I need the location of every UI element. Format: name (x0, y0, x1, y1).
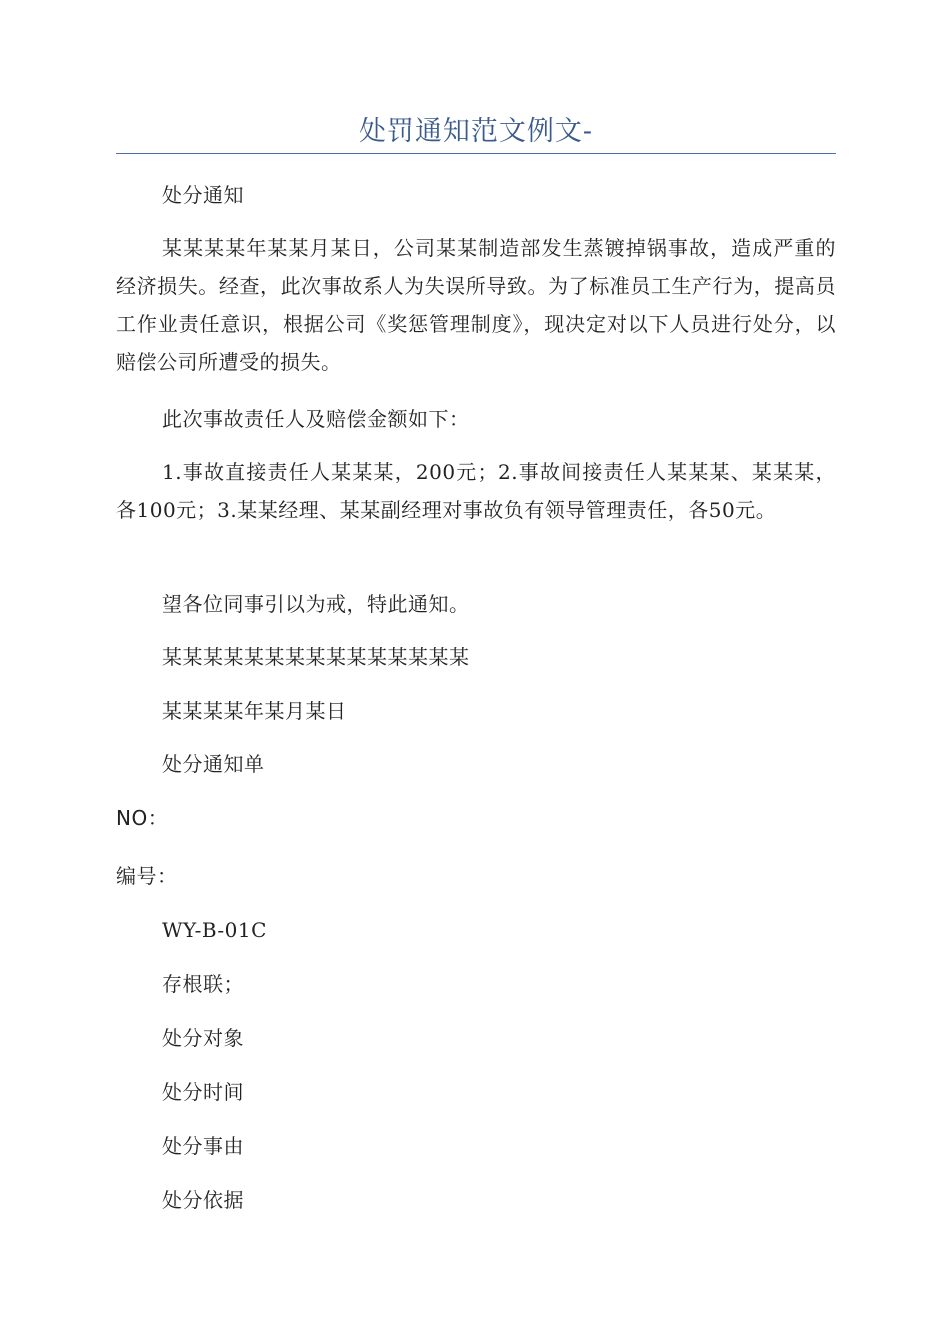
signature-date: 某某某某年某月某日 (162, 699, 347, 723)
form-stub-label: 存根联； (162, 972, 244, 996)
form-no-label: NO： (116, 806, 169, 830)
form-title: 处分通知单 (162, 752, 265, 776)
title-underline (116, 153, 836, 154)
form-code: WY-B-01C (162, 918, 267, 942)
field-penalty-basis: 处分依据 (162, 1188, 244, 1212)
paragraph-closing: 望各位同事引以为戒，特此通知。 (162, 592, 470, 616)
field-penalty-target: 处分对象 (162, 1026, 244, 1050)
notice-heading: 处分通知 (162, 183, 244, 207)
form-number-label: 编号： (116, 864, 178, 888)
signature-organization: 某某某某某某某某某某某某某某某 (162, 645, 470, 669)
paragraph-responsible-intro: 此次事故责任人及赔偿金额如下： (162, 407, 470, 431)
field-penalty-reason: 处分事由 (162, 1134, 244, 1158)
paragraph-incident: 某某某某年某某月某日，公司某某制造部发生蒸镀掉锅事故，造成严重的经济损失。经查，此次事故系人为失误所导致。为了标准员工生产行为，提高员工作业责任意识，根据公司《奖惩管理制度》，现决定对以下人员进行处分，以赔偿公司所遭受的损失。 (116, 236, 836, 374)
field-penalty-time: 处分时间 (162, 1080, 244, 1104)
paragraph-penalties: 1.事故直接责任人某某某，200元；2.事故间接责任人某某某、某某某，各100元；3.某某经理、某某副经理对事故负有领导管理责任，各50元。 (116, 460, 836, 522)
document-title: 处罚通知范文例文- (358, 116, 594, 147)
